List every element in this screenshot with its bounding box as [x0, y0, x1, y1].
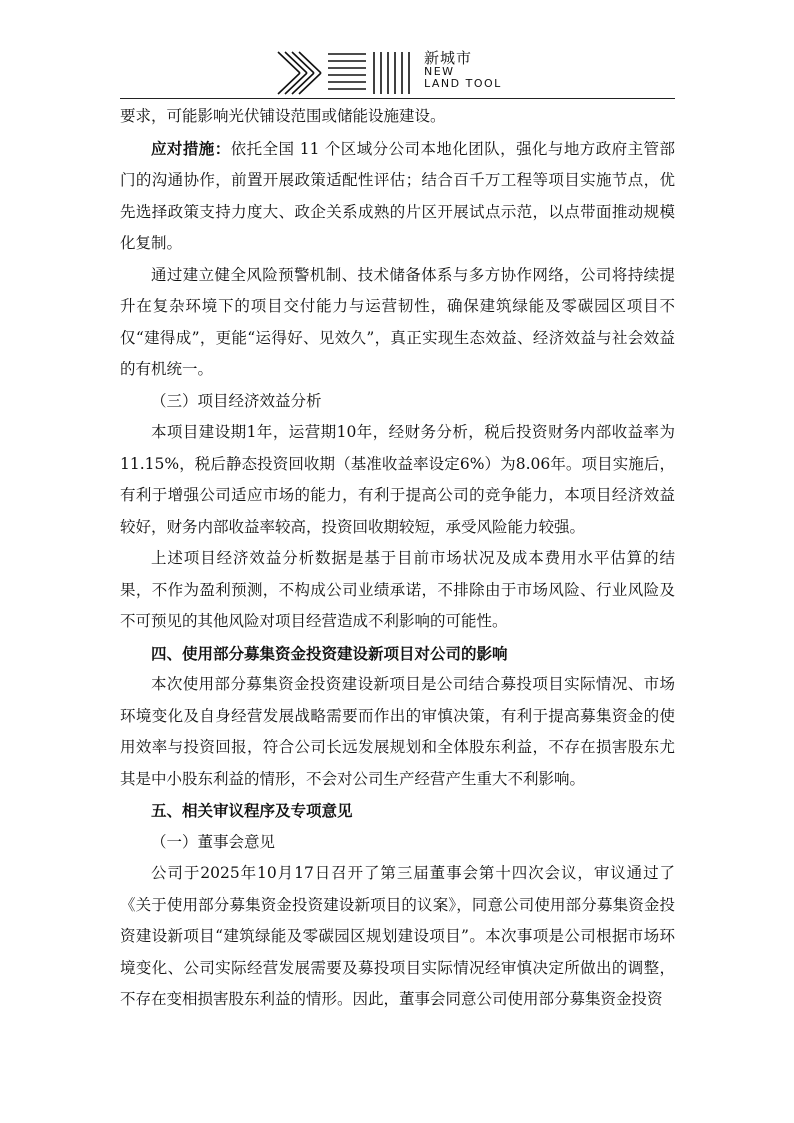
logo-english-line-2: LAND TOOL: [424, 77, 502, 90]
heading-section-four: 四、使用部分募集资金投资建设新项目对公司的影响: [151, 643, 508, 663]
company-logo-text: [424, 50, 502, 90]
paragraph-risk-continued: 要求，可能影响光伏铺设范围或储能设施建设。: [120, 107, 446, 125]
company-logo-mark: [276, 50, 416, 96]
countermeasures-label: 应对措施：: [151, 138, 231, 158]
paragraph-board-opinion: 公司于2025年10月17日召开了第三届董事会第十四次会议，审议通过了《关于使用部分募集资金投资建设新项目的议案》，同意公司使用部分募集资金投资建设新项目“建筑绿能及零碳园区规划建设项目”。本次事项是公司根据市场环境变化、公司实际经营发展需要及募投项目实际情况经审慎决定所做出的调整，不存在变相损害股东利益的情形。因此，董事会同意公司使用部分募集资金投资: [120, 864, 675, 1008]
header-divider: [120, 98, 675, 99]
paragraph-countermeasures: [120, 133, 675, 260]
paragraph-economic-results: 本项目建设期1年，运营期10年，经财务分析，税后投资财务内部收益率为11.15%，税后静态投资回收期（基准收益率设定6%）为8.06年。项目实施后，有利于增强公司适应市场的能力，有利于提高公司的竞争能力，本项目经济效益较好，财务内部收益率较高，投资回收期较短，承受风险能力较强。: [120, 423, 675, 536]
logo-english-line-1: NEW: [424, 65, 455, 78]
heading-section-five: 五、相关审议程序及专项意见: [151, 801, 353, 820]
document-body: [120, 101, 675, 1016]
paragraph-impact: 本次使用部分募集资金投资建设新项目是公司结合募投项目实际情况、市场环境变化及自身经营发展战略需要而作出的审慎决策，有利于提高募集资金的使用效率与投资回报，符合公司长远发展规划和全体股东利益，不存在损害股东尤其是中小股东利益的情形，不会对公司生产经营产生重大不利影响。: [120, 675, 675, 788]
paragraph-economic-disclaimer: 上述项目经济效益分析数据是基于目前市场状况及成本费用水平估算的结果，不作为盈利预测，不构成公司业绩承诺，不排除由于市场风险、行业风险及不可预见的其他风险对项目经营造成不利影响的可能性。: [120, 549, 675, 630]
heading-board-opinion: （一）董事会意见: [151, 832, 276, 851]
countermeasures-text: 依托全国 11 个区域分公司本地化团队，强化与地方政府主管部门的沟通协作，前置开展政策适配性评估；结合百千万工程等项目实施节点，优先选择政策支持力度大、政企关系成熟的片区开展试点示范，以点带面推动规模化复制。: [120, 139, 675, 252]
paragraph-risk-summary: 通过建立健全风险预警机制、技术储备体系与多方协作网络，公司将持续提升在复杂环境下的项目交付能力与运营韧性，确保建筑绿能及零碳园区项目不仅“建得成”，更能“运得好、见效久”，真正实现生态效益、经济效益与社会效益的有机统一。: [120, 265, 675, 378]
logo-chinese-name: 新城市: [424, 49, 473, 67]
page-header: [0, 0, 794, 100]
heading-economic-analysis: （三）项目经济效益分析: [151, 391, 322, 410]
